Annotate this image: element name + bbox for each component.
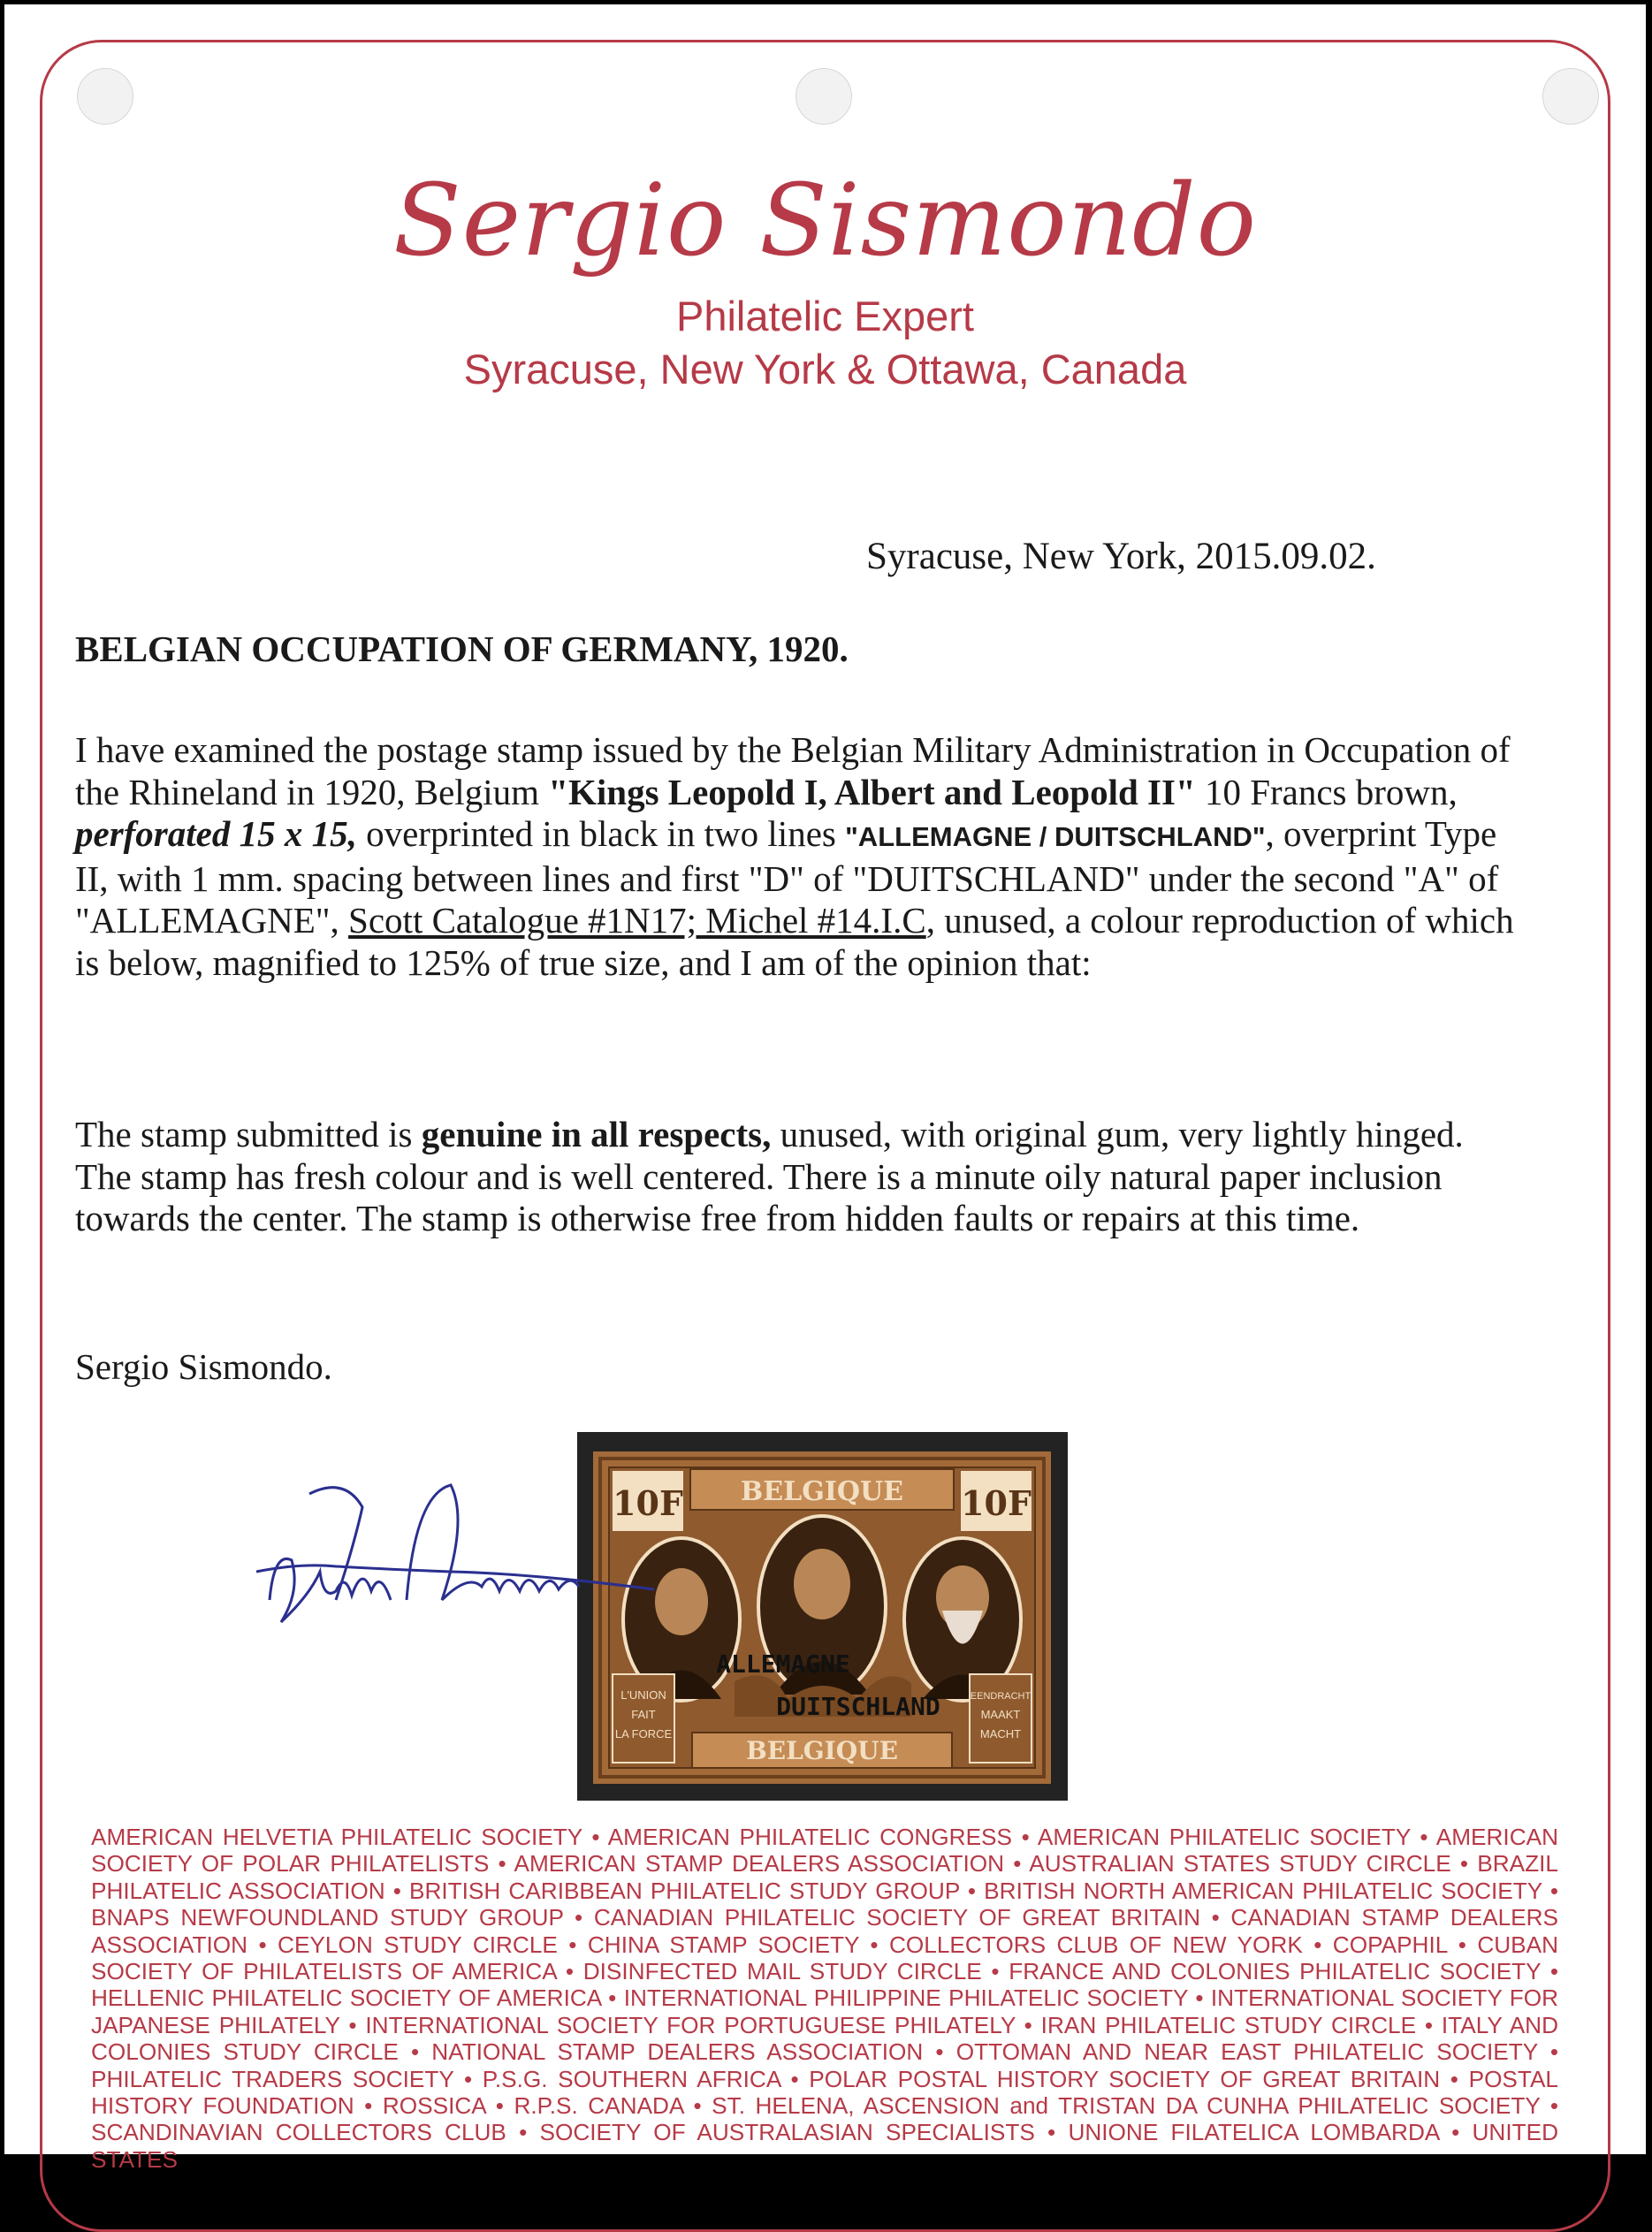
stamp-overprint-line2: DUITSCHLAND (776, 1692, 940, 1721)
examination-paragraph (75, 729, 1525, 984)
text-run: overprinted in black in two lines (356, 813, 846, 854)
stamp-overprint-line1: ALLEMAGNE (716, 1649, 850, 1679)
stamp-value-right: 10F (961, 1483, 1032, 1523)
stamp-issue-name: "Kings Leopold I, Albert and Leopold II" (548, 771, 1196, 812)
certificate-heading: BELGIAN OCCUPATION OF GERMANY, 1920. (75, 628, 849, 669)
certificate-date: Syracuse, New York, 2015.09.02. (866, 536, 1376, 577)
signoff-name: Sergio Sismondo. (75, 1346, 332, 1387)
stamp-country-top: BELGIQUE (740, 1476, 904, 1507)
text-run: unused, with original gum, very lightly hinged. The stamp has fresh colour and is well centered. There is a minute oily natural paper inclusion towards the center. The stamp is otherwise free from hidden faults or repairs at this time. (75, 1114, 1464, 1238)
genuine-verdict: genuine in all respects, (421, 1114, 772, 1154)
stamp-motto-right-3: MACHT (979, 1727, 1022, 1741)
punch-hole-left (77, 68, 133, 125)
catalogue-numbers: Scott Catalogue #1N17; Michel #14.I.C (348, 900, 926, 941)
certificate-sheet (4, 4, 1646, 2173)
text-run: The stamp submitted is (75, 1114, 422, 1154)
stamp-value-left: 10F (613, 1483, 683, 1523)
expert-name: Sergio Sismondo (392, 164, 1257, 278)
societies-list: AMERICAN HELVETIA PHILATELIC SOCIETY • AMERICAN PHILATELIC CONGRESS • AMERICAN PHILATELIC SOCIETY • AMERICAN SOCIETY OF POLAR PHILATELISTS • AMERICAN STAMP DEALERS ASSOCIATION • AUSTRALIAN STATES STUDY CIRCLE • BRAZIL PHILATELIC ASSOCIATION • BRITISH CARIBBEAN PHILATELIC STUDY GROUP • BRITISH NORTH AMERICAN PHILATELIC SOCIETY • BNAPS NEWFOUNDLAND STUDY GROUP • CANADIAN PHILATELIC SOCIETY OF GREAT BRITAIN • CANADIAN STAMP DEALERS ASSOCIATION • CEYLON STUDY CIRCLE • CHINA STAMP SOCIETY • COLLECTORS CLUB OF NEW YORK • COPAPHIL • CUBAN SOCIETY OF PHILATELISTS OF AMERICA • DISINFECTED MAIL STUDY CIRCLE • FRANCE AND COLONIES PHILATELIC SOCIETY • HELLENIC PHILATELIC SOCIETY OF AMERICA • INTERNATIONAL PHILIPPINE PHILATELIC SOCIETY • INTERNATIONAL SOCIETY FOR JAPANESE PHILATELY • INTERNATIONAL SOCIETY FOR PORTUGUESE PHILATELY • IRAN PHILATELIC STUDY CIRCLE • ITALY AND COLONIES STUDY CIRCLE • NATIONAL STAMP DEALERS ASSOCIATION • OTTOMAN AND NEAR EAST PHILATELIC SOCIETY • PHILATELIC TRADERS SOCIETY • P.S.G. SOUTHERN AFRICA • POLAR POSTAL HISTORY SOCIETY OF GREAT BRITAIN • POSTAL HISTORY FOUNDATION • ROSSICA • R.P.S. CANADA • ST. HELENA, ASCENSION and TRISTAN DA CUNHA PHILATELIC SOCIETY • SCANDINAVIAN COLLECTORS CLUB • SOCIETY OF AUSTRALASIAN SPECIALISTS • UNIONE FILATELICA LOMBARDA • UNITED STATES (91, 1824, 1558, 2173)
expert-location: Syracuse, New York & Ottawa, Canada (463, 346, 1187, 392)
opinion-paragraph (75, 1114, 1525, 1240)
stamp-motto-left-2: FAIT (631, 1708, 656, 1721)
overprint-text: "ALLEMAGNE / DUITSCHLAND" (845, 821, 1266, 852)
text-run: I have examined the postage stamp issued by the Belgian Military Administration in Occupation of the Rhineland in 1920, Belgium (75, 729, 1511, 812)
stamp-motto-right-1: EENDRACHT (970, 1691, 1032, 1702)
text-run: , overprint Type II, with 1 mm. spacing between lines and first "D" of "DUITSCHLAND" under the second "A" of "ALLEMAGNE", (75, 813, 1499, 941)
stamp-motto-left-1: L'UNION (620, 1688, 666, 1702)
stamp-country-bottom: BELGIQUE (746, 1736, 898, 1765)
stamp-motto-left-3: LA FORCE (614, 1727, 673, 1741)
text-run: 10 Francs brown, (1195, 771, 1458, 812)
punch-hole-right (1542, 68, 1599, 125)
stamp-motto-right-2: MAAKT (980, 1708, 1021, 1721)
handwritten-signature (239, 1467, 663, 1653)
expert-title: Philatelic Expert (676, 293, 974, 339)
text-run: , unused, a colour reproduction of which is below, magnified to 125% of true size, and I am of the opinion that: (75, 900, 1514, 983)
perforation-spec: perforated 15 x 15, (75, 813, 357, 854)
punch-hole-center (796, 68, 852, 125)
